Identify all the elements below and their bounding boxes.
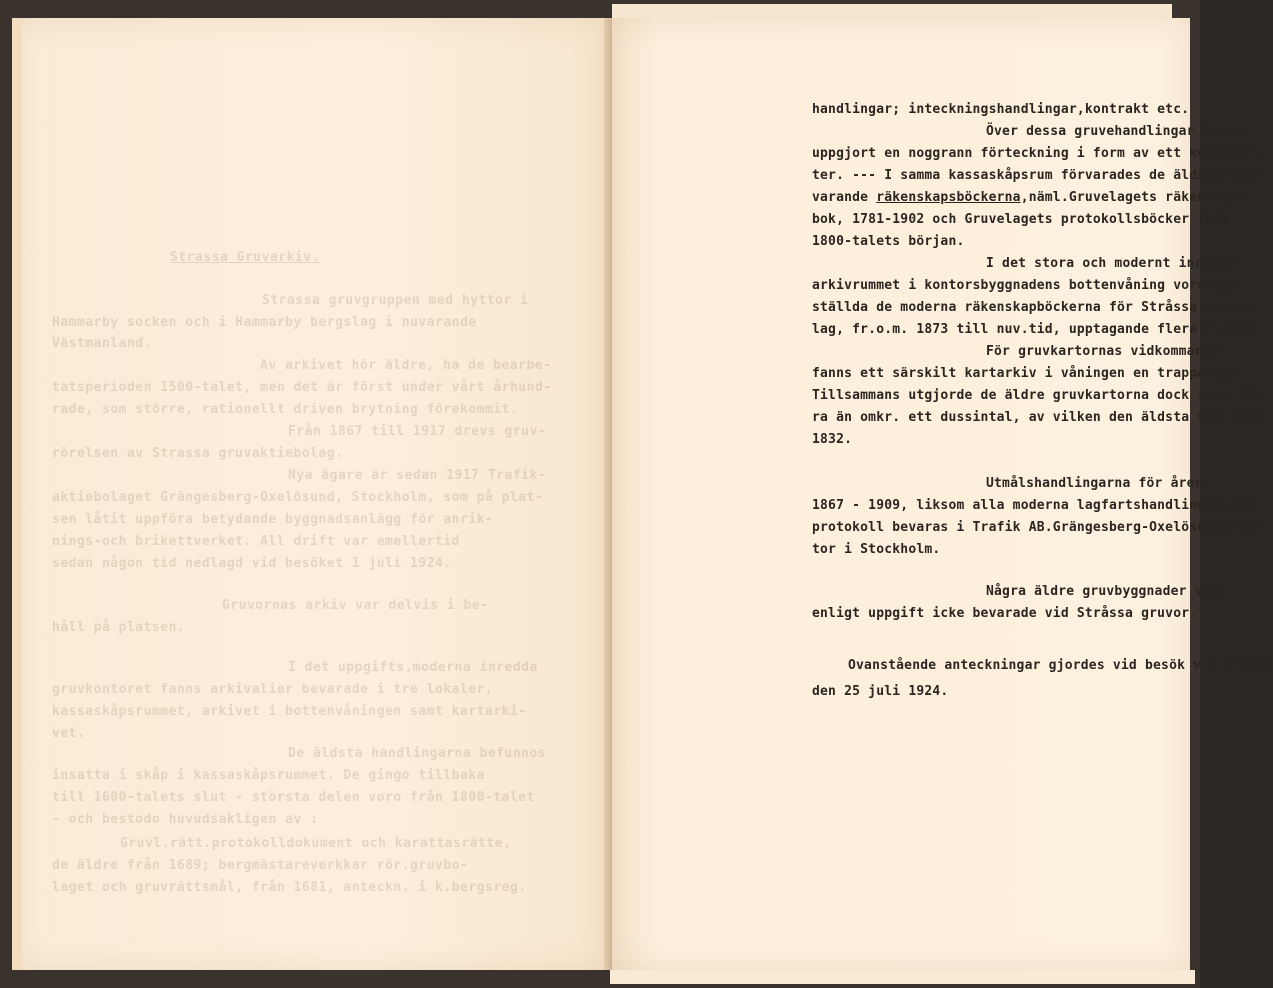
text-line: bok, 1781-1902 och Gruvelagets protokollsböcker från bbox=[812, 212, 1230, 227]
underlined-term: räkenskapsböckerna bbox=[876, 190, 1021, 205]
text-line: ter. --- I samma kassaskåpsrum förvarades de äldsta kvar- bbox=[812, 168, 1270, 183]
bleed-line: håll på platsen. bbox=[52, 620, 186, 635]
text-line: handlingar; inteckningshandlingar,kontrakt etc. bbox=[812, 102, 1190, 117]
left-page-edge bbox=[12, 18, 22, 970]
bleed-line: laget och gruvrättsmål, från 1681, anteckn. i k.bergsreg. bbox=[52, 880, 527, 895]
bleed-line: I det uppgifts,moderna inredda bbox=[288, 660, 538, 675]
text-line: Ovanstående anteckningar gjordes vid besök vid Stråss bbox=[848, 658, 1273, 673]
bleed-line: insatta i skåp i kassaskåpsrummet. De gingo tillbaka bbox=[52, 768, 485, 783]
text-line: fanns ett särskilt kartarkiv i våningen en trappa upp. bbox=[812, 366, 1246, 381]
text-line: den 25 juli 1924. bbox=[812, 684, 949, 699]
text-line: enligt uppgift icke bevarade vid Stråssa gruvor. bbox=[812, 606, 1198, 621]
bleed-line: De äldsta handlingarna befunnos bbox=[288, 746, 547, 761]
bleed-line: gruvkontoret fanns arkivalier bevarade i tre lokaler, bbox=[52, 682, 494, 697]
text-line: tor i Stockholm. bbox=[812, 542, 941, 557]
page-edge-bottom bbox=[610, 970, 1195, 984]
bleed-line: Hammarby socken och i Hammarby bergslag i nuvarande bbox=[52, 315, 477, 330]
bleed-line: Nya ägare är sedan 1917 Trafik- bbox=[288, 468, 547, 483]
bleed-line: Från 1867 till 1917 drevs gruv- bbox=[288, 424, 547, 439]
bleed-line: - och bestodo huvudsakligen av : bbox=[52, 812, 319, 827]
bleed-line: rade, som större, rationellt driven brytning förekommit. bbox=[52, 402, 519, 417]
bleed-line: Gruvornas arkiv var delvis i be- bbox=[222, 598, 489, 613]
text-line: uppgjort en noggrann förteckning i form av ett kortregis- bbox=[812, 146, 1270, 161]
page-edge-top bbox=[612, 4, 1172, 18]
text-line: arkivrummet i kontorsbyggnadens bottenvåning voro upp- bbox=[812, 278, 1246, 293]
bleed-line: de äldre från 1689; bergmästareverkkar rör.gruvbo- bbox=[52, 858, 469, 873]
text-line: 1832. bbox=[812, 432, 853, 447]
bleed-line: Strassa gruvgruppen med hyttor i bbox=[262, 293, 529, 308]
left-page bbox=[12, 18, 604, 970]
text-line: Över dessa gruvehandlingar fanns bbox=[986, 124, 1243, 139]
bleed-line: aktiebolaget Grängesberg-Oxelösund, Stockholm, som på plat- bbox=[52, 490, 544, 505]
text-line: I det stora och modernt inredda bbox=[986, 256, 1235, 271]
bleed-line: sedan någon tid nedlagd vid besöket 1 juli 1924. bbox=[52, 556, 452, 571]
bleed-line: sen låtit uppföra betydande byggnadsanlägg för anrik- bbox=[52, 512, 494, 527]
bleed-line: rörelsen av Strassa gruvaktiebolag. bbox=[52, 446, 344, 461]
bleed-line: Gruvl.rätt.protokolldokument och karattasrätte, bbox=[120, 836, 512, 851]
bleed-line: Västmanland. bbox=[52, 336, 152, 351]
text-line: 1800-talets början. bbox=[812, 234, 965, 249]
text-line: ställda de moderna räkenskapböckerna för Stråssa gruvbo- bbox=[812, 300, 1262, 315]
text-line: lag, fr.o.m. 1873 till nuv.tid, upptagande flera hyllor. bbox=[812, 322, 1262, 337]
bleed-line: kassaskåpsrummet, arkivet i bottenvåningen samt kartarki- bbox=[52, 704, 527, 719]
bleed-line: vet. bbox=[52, 726, 86, 741]
text-span: varande bbox=[812, 190, 877, 205]
bleed-line: tatsperioden 1500-talet, men det är först under vårt århund- bbox=[52, 380, 552, 395]
text-line: protokoll bevaras i Trafik AB.Grängesberg-Oxelösunds kon- bbox=[812, 520, 1270, 535]
text-line: ra än omkr. ett dussintal, av vilken den äldsta var från bbox=[812, 410, 1262, 425]
text-line: För gruvkartornas vidkommande bbox=[986, 344, 1219, 359]
text-line: Tillsammans utgjorde de äldre gruvkartorna dock icke fle- bbox=[812, 388, 1270, 403]
bleed-line: Strassa Gruvarkiv. bbox=[170, 250, 320, 265]
text-line: 1867 - 1909, liksom alla moderna lagfartshandlingar och bbox=[812, 498, 1254, 513]
text-line: Några äldre gruvbyggnader voro bbox=[986, 584, 1227, 599]
bleed-line: nings-och brikettverket. All drift var emellertid bbox=[52, 534, 461, 549]
bleed-line: till 1600-talets slut - största delen voro från 1800-talet bbox=[52, 790, 535, 805]
text-line: Utmålshandlingarna för åren bbox=[986, 476, 1203, 491]
text-span: ,näml.Gruvelagets räkenskaps- bbox=[1020, 190, 1254, 205]
text-line bbox=[812, 190, 1253, 205]
book-spine bbox=[604, 18, 612, 970]
bleed-line: Av arkivet hör äldre, ha de bearbe- bbox=[260, 358, 552, 373]
right-page bbox=[612, 18, 1273, 970]
